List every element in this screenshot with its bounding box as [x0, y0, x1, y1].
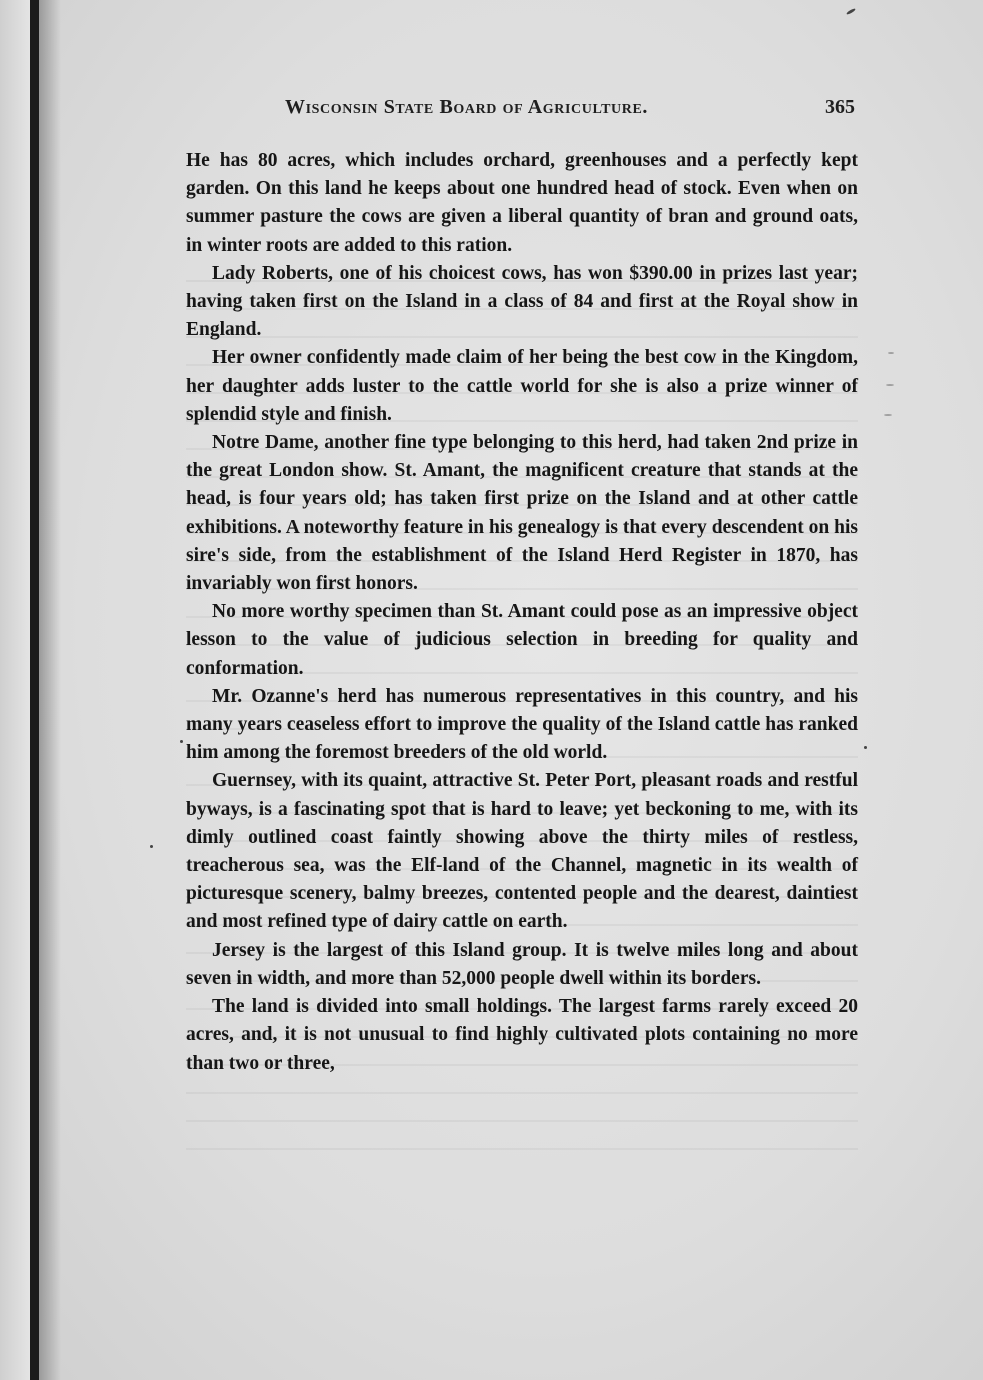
book-spine-edge [30, 0, 39, 1380]
scan-speck [150, 845, 153, 848]
page-number: 365 [825, 96, 855, 118]
spine-shadow [39, 0, 61, 1380]
paragraph: The land is divided into small holdings. The largest farms rarely exceed 20 acres, and, it is not unusual to find highly cultivated plots containing no more than two or three, [186, 996, 858, 1074]
scan-speck [888, 352, 894, 354]
running-header [285, 96, 855, 126]
paragraph: Lady Roberts, one of his choicest cows, has won $390.00 in prizes last year; having taken first on the Island in a class of 84 and first at the Royal show in England. [186, 262, 858, 341]
body-text [186, 147, 858, 1078]
paragraph: Notre Dame, another fine type belonging to this herd, had taken 2nd prize in the great London show. St. Amant, the magnificent creature that stands at the head, is four years old; has taken first prize on the Island and at other cattle exhibitions. A noteworthy feature in his genealogy is that every descendent on his sire's side, from the establishment of the Island Herd Register in 1870, has invariably won first honors. [186, 432, 858, 595]
scan-speck [886, 384, 894, 386]
scan-speck [864, 746, 867, 749]
paragraph: Jersey is the largest of this Island group. It is twelve miles long and about seven in width, and more than 52,000 people dwell within its borders. [186, 939, 858, 989]
paragraph: Her owner confidently made claim of her being the best cow in the Kingdom, her daughter adds luster to the cattle world for she is also a prize winner of splendid style and finish. [186, 347, 858, 425]
paragraph: He has 80 acres, which includes orchard, greenhouses and a perfectly kept garden. On this land he keeps about one hundred head of stock. Even when on summer pasture the cows are given a liberal quantity of bran and ground oats, in winter roots are added to this ration. [186, 150, 858, 256]
page-left-margin [0, 0, 30, 1380]
scan-speck [884, 414, 892, 416]
paragraph: No more worthy specimen than St. Amant could pose as an impressive object lesson to the value of judicious selection in breeding for quality and conformation. [186, 601, 858, 679]
scan-speck [846, 8, 856, 16]
scan-speck [180, 740, 183, 743]
paragraph: Mr. Ozanne's herd has numerous representatives in this country, and his many years ceaseless effort to improve the quality of the Island cattle has ranked him among the foremost breeders of the old world. [186, 685, 858, 764]
running-title: Wisconsin State Board of Agriculture. [285, 96, 649, 118]
paragraph: Guernsey, with its quaint, attractive St. Peter Port, pleasant roads and restful byways, is a fascinating spot that is hard to leave; yet beckoning to me, with its dimly outlined coast faintly showing above the thirty miles of restless, treacherous sea, was the Elf-land of the Channel, magnetic in its wealth of picturesque scenery, balmy breezes, contented people and the dearest, daintiest and most refined type of dairy cattle on earth. [186, 770, 858, 933]
